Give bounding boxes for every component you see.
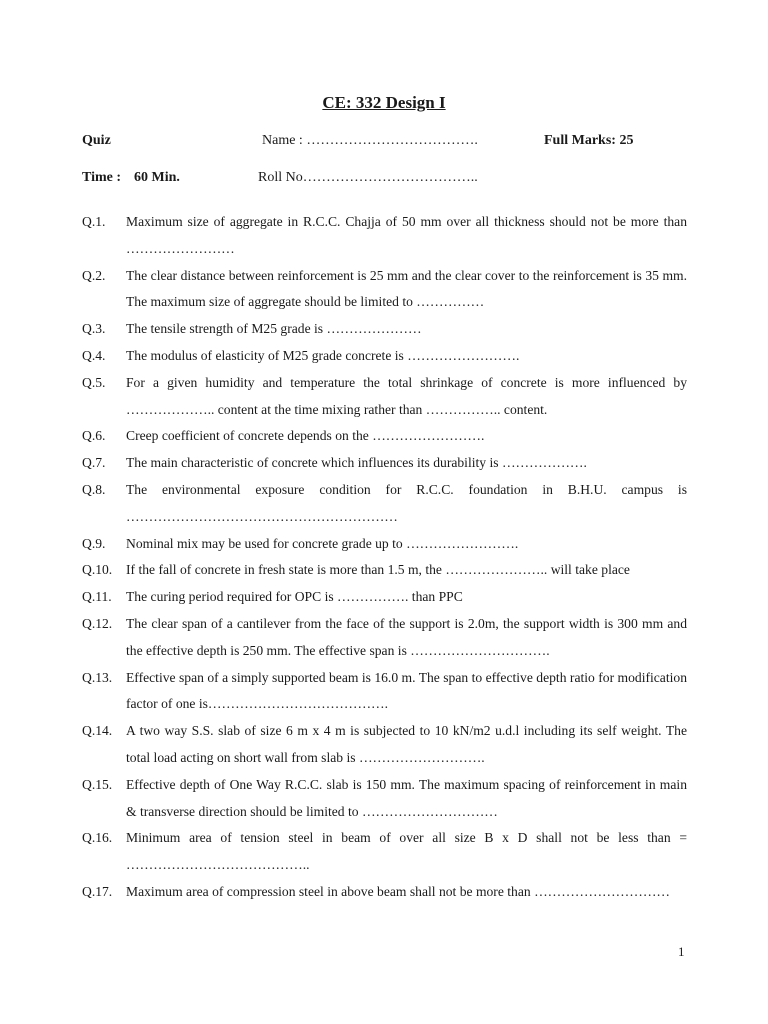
question-text: The clear distance between reinforcement is 25 mm and the clear cover to the reinforcement is 35 mm. The maximum size of aggregate should be limited to …………… [126, 267, 687, 310]
question-text: Maximum area of compression steel in above beam shall not be more than ………………………… [126, 883, 671, 899]
question-number: Q.15. [82, 776, 113, 792]
question-text: The tensile strength of M25 grade is ………………… [126, 321, 422, 337]
question-item [82, 477, 687, 531]
question-item [82, 450, 687, 477]
question-number: Q.11. [82, 589, 112, 605]
question-item [82, 316, 687, 343]
question-text: The environmental exposure condition for R.C.C. foundation in B.H.U. campus is …………………………………………………… [126, 481, 687, 524]
question-text: Nominal mix may be used for concrete grade up to ……………………. [126, 535, 519, 551]
question-number: Q.12. [82, 615, 113, 631]
question-text: Minimum area of tension steel in beam of over all size B x D shall not be less than = ………………………………….. [126, 830, 687, 873]
question-text: Effective depth of One Way R.C.C. slab is 150 mm. The maximum spacing of reinforcement in main & transverse direction should be limited to ………………………… [126, 776, 687, 819]
question-item [82, 584, 687, 611]
question-number: Q.10. [82, 562, 113, 578]
question-item [82, 718, 687, 772]
question-number: Q.3. [82, 321, 106, 337]
question-item [82, 370, 687, 424]
question-number: Q.8. [82, 481, 106, 497]
question-text: Creep coefficient of concrete depends on the ……………………. [126, 428, 485, 444]
question-number: Q.13. [82, 669, 113, 685]
question-text: Maximum size of aggregate in R.C.C. Chajja of 50 mm over all thickness should not be more than …………………… [126, 214, 687, 256]
question-text: For a given humidity and temperature the total shrinkage of concrete is more influenced by ……………….. content at the time mixing rather than …………….. content. [126, 374, 687, 417]
question-text: A two way S.S. slab of size 6 m x 4 m is subjected to 10 kN/m2 u.d.l including its self weight. The total load acting on short wall from slab is ………………………. [126, 723, 687, 765]
question-number: Q.6. [82, 428, 106, 444]
full-marks-label: Full Marks: 25 [544, 133, 634, 148]
time-label: Time : [82, 170, 122, 185]
question-text: The clear span of a cantilever from the face of the support is 2.0m, the support width is 300 mm and the effective depth is 250 mm. The effective span is …………………………. [126, 615, 687, 658]
roll-number-label: Roll No……………………………….. [258, 170, 478, 185]
question-number: Q.1. [82, 214, 106, 229]
question-item [82, 263, 687, 317]
question-number: Q.2. [82, 267, 106, 283]
time-value: 60 Min. [134, 170, 180, 185]
question-text: The modulus of elasticity of M25 grade concrete is ……………………. [126, 347, 520, 363]
quiz-label: Quiz [82, 133, 111, 148]
question-number: Q.4. [82, 347, 106, 363]
question-item [82, 665, 687, 719]
question-text: The main characteristic of concrete which influences its durability is ………………. [126, 455, 587, 471]
question-text: Effective span of a simply supported beam is 16.0 m. The span to effective depth ratio for modification factor of one is…………………………………. [126, 669, 687, 712]
question-item [82, 772, 687, 826]
question-item [82, 343, 687, 370]
question-list [82, 209, 687, 906]
name-field-label: Name : ………………………………. [262, 133, 478, 148]
question-number: Q.5. [82, 374, 106, 390]
question-item [82, 531, 687, 558]
question-item [82, 825, 687, 879]
page-title: CE: 332 Design I [322, 93, 446, 112]
question-item [82, 557, 687, 584]
question-number: Q.17. [82, 883, 113, 899]
question-item [82, 209, 687, 263]
question-item [82, 611, 687, 665]
question-text: If the fall of concrete in fresh state is more than 1.5 m, the ………………….. will take place [126, 562, 630, 578]
question-number: Q.14. [82, 723, 113, 739]
page-number: 1 [678, 944, 685, 959]
question-item [82, 423, 687, 450]
question-number: Q.16. [82, 830, 113, 846]
question-item [82, 879, 687, 906]
question-text: The curing period required for OPC is ……………. than PPC [126, 589, 463, 605]
question-number: Q.9. [82, 535, 106, 551]
question-number: Q.7. [82, 455, 106, 471]
